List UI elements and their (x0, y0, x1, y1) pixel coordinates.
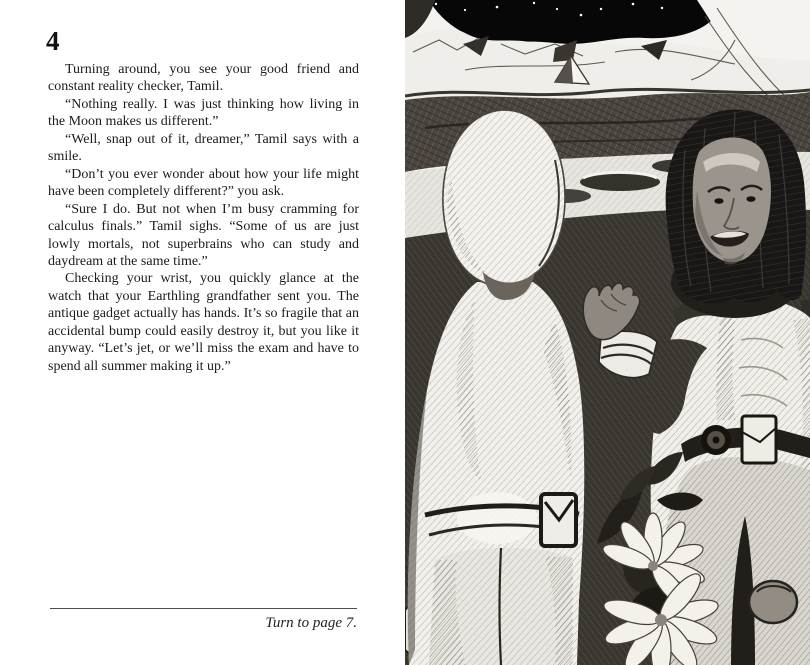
footer-divider (50, 608, 357, 609)
story-paragraph: “Nothing really. I was just thinking how living in the Moon makes us different.” (48, 96, 359, 130)
story-paragraph: “Sure I do. But not when I’m busy cramming for calculus finals.” Tamil sighs. “Some of us are just lowly mortals, not superbrains who can study and daydream at the same time.” (48, 201, 359, 269)
hip-pouch (742, 416, 776, 463)
story-paragraph: “Well, snap out of it, dreamer,” Tamil says with a smile. (48, 131, 359, 165)
page-number: 4 (46, 26, 60, 56)
story-text (48, 61, 359, 375)
story-paragraph: “Don’t you ever wonder about how your life might have been completely different?” you ask. (48, 166, 359, 200)
eye (714, 198, 723, 204)
turn-instruction: Turn to page 7. (265, 615, 357, 631)
story-paragraph: Turning around, you see your good friend and constant reality checker, Tamil. (48, 62, 359, 95)
story-paragraph: Checking your wrist, you quickly glance at the watch that your Earthling grandfather sent you. The antique gadget actually has hands. It’s so fragile that an accidental bump could easily destroy it, but you like it anyway. “Let’s jet, or we’ll miss the exam and have to spend all summer making it up.” (48, 271, 359, 374)
knee-pad (749, 581, 797, 623)
moon-scene-illustration (405, 0, 810, 665)
eye (746, 196, 755, 202)
page-right (405, 0, 810, 665)
